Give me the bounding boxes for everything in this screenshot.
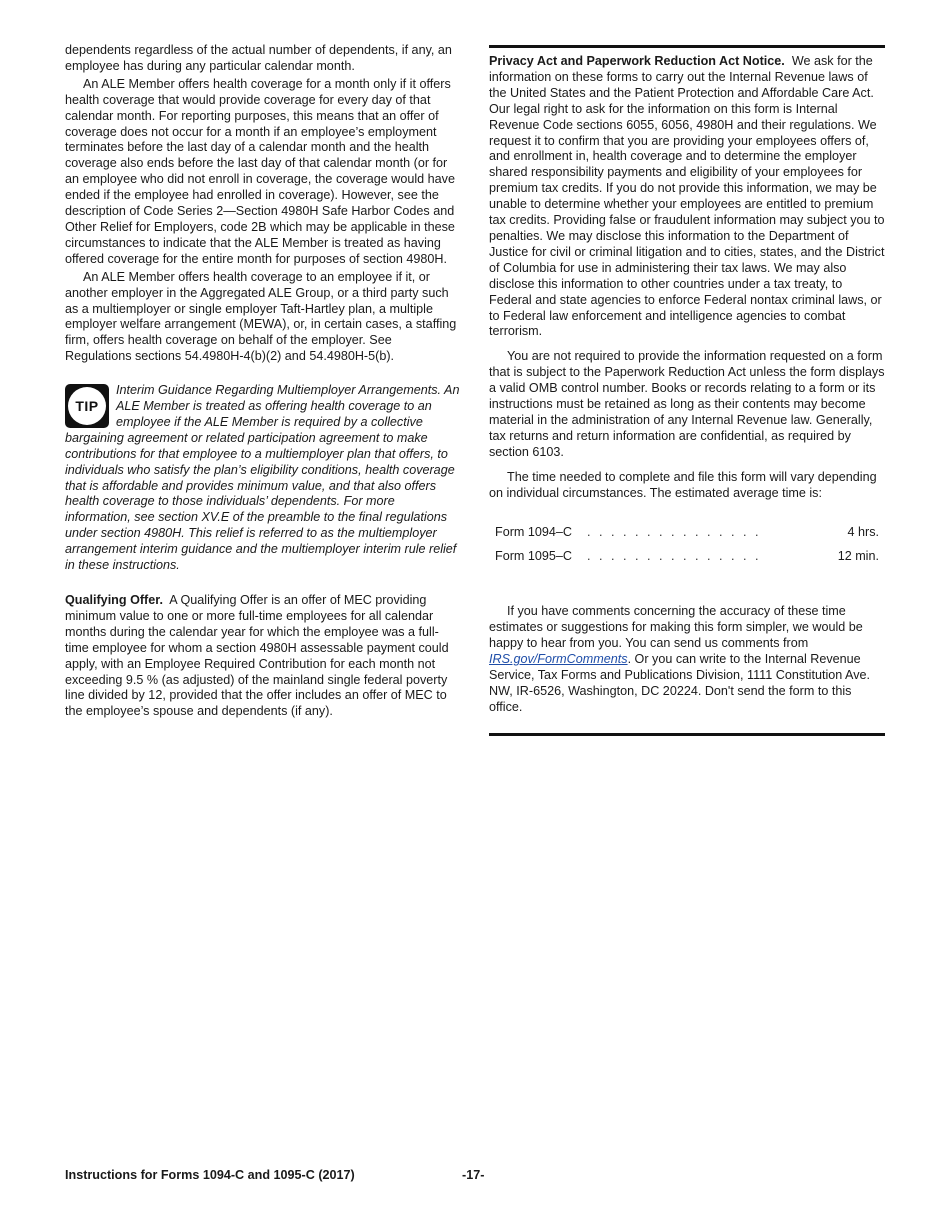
qualifying-offer-paragraph [65,593,460,720]
time-value: 12 min. [837,549,879,564]
qualifying-offer-heading: Qualifying Offer. [65,593,163,607]
table-row [489,525,885,549]
page-number: -17- [462,1168,485,1182]
privacy-heading: Privacy Act and Paperwork Reduction Act Notice. [489,54,785,68]
paragraph-offer-for-month: An ALE Member offers health coverage for a month only if it offers health coverage that would provide coverage for every day of that calendar month. For reporting purposes, this means that an offer of coverage does not occur for a month if an employee’s employment terminates before the last day of a calendar month and the health coverage also ends before the last day of that calendar month (or for an employee who did not enroll in coverage, the coverage would have ended if the employee had enrolled in coverage). However, see the description of Code Series 2—Section 4980H Safe Harbor Codes and Other Relief for Employers, code 2B which may be applicable in these circumstances to indicate that the ALE Member is treated as having offered coverage for the entire month for purposes of section 4980H. [65,76,455,266]
privacy-paragraph [489,54,885,340]
omb-paragraph: You are not required to provide the information requested on a form that is subject to the Paperwork Reduction Act unless the form displays a valid OMB control number. Books or records relating to a form or its instructions must be retained as long as their contents may become material in the administration of any Internal Revenue law. Generally, tax returns and return information are confidential, as required by section 6103. [489,349,885,459]
paragraph-dependents: dependents regardless of the actual number of dependents, if any, an employee has during any particular calendar month. [65,43,452,73]
tip-box [65,383,460,574]
page-footer [65,1168,885,1182]
qualifying-offer-text: A Qualifying Offer is an offer of MEC providing minimum value to one or more full-time employees for all calendar months during the calendar year for which the employee was a full-time employee for whom a section 4980H assessable payment could apply, with an Employee Required Contribution for each month not exceeding 9.5 % (as adjusted) of the mainland single federal poverty line divided by 12, provided that the offer includes an offer of MEC to the employee’s spouse and dependents (if any). [65,593,449,719]
tip-icon [65,384,109,428]
form-comments-link[interactable]: IRS.gov/FormComments [489,652,628,667]
time-estimate-table [489,525,885,573]
privacy-text: We ask for the information on these forms to carry out the Internal Revenue laws of the United States and the Patient Protection and Affordable Care Act. Our legal right to ask for the information on this form is Internal Revenue Code sections 6055, 6056, 4980H and their regulations. We request it to confirm that you are providing your employees offers of, and enrollment in, health coverage and to determine the employer shared responsibility payments and eligibility of your employees for premium tax credits. If you do not provide this information, we may be unable to determine whether your employees are entitled to premium tax credits. Providing false or fraudulent information may subject you to penalties. We may disclose this information to the Department of Justice for civil or criminal litigation and to cities, states, and the District of Columbia for use in administering their tax laws. We may also disclose this information to other countries under a tax treaty, to Federal and state agencies to enforce Federal nontax criminal laws, or to Federal law enforcement and intelligence agencies to combat terrorism. [489,54,885,339]
comments-text-after: . Or you can write to the Internal Revenue Service, Tax Forms and Publications Division, 1111 Constitution Ave. NW, IR-6526, Washington, DC 20224. Don't send the form to this office. [489,652,871,714]
form-name: Form 1094–C [495,525,572,540]
form-name: Form 1095–C [495,549,572,564]
comments-paragraph [489,604,885,715]
table-row [489,549,885,573]
time-estimate-paragraph: The time needed to complete and file this form will vary depending on individual circumstances. The estimated average time is: [489,469,877,500]
tip-text: Interim Guidance Regarding Multiemployer Arrangements. An ALE Member is treated as offering health coverage to an employee if the ALE Member is required by a collective bargaining agreement or related participation agreement to make contributions for that employee to a multiemployer plan that offers, to individuals who satisfy the plan’s eligibility conditions, health coverage that is affordable and provides minimum value, and that also offers health coverage to those individuals’ dependents. For more information, see section XV.E of the preamble to the final regulations under section 4980H. This relief is referred to as the multiemployer arrangement interim guidance and the multiemployer interim rule relief in these instructions. [65,383,460,573]
tip-icon-label: TIP [75,398,99,415]
time-value: 4 hrs. [847,525,879,540]
right-column [489,45,885,736]
dot-leader: . . . . . . . . . . . . . . . [587,549,761,564]
dot-leader: . . . . . . . . . . . . . . . [587,525,761,540]
paragraph-offer-to-employee: An ALE Member offers health coverage to an employee if it, or another employer in the Aggregated ALE Group, or a third party such as a multiemployer or single employer Taft-Hartley plan, a multiple employer welfare arrangement (MEWA), or, in certain cases, a staffing firm, offers health coverage on behalf of the employer. See Regulations sections 54.4980H-4(b)(2) and 54.4980H-5(b). [65,269,457,364]
footer-title: Instructions for Forms 1094-C and 1095-C (2017) [65,1168,355,1182]
comments-text-before: If you have comments concerning the accuracy of these time estimates or suggestions for making this form simpler, we would be happy to hear from you. You can send us comments from [489,604,863,651]
left-column [65,43,460,720]
